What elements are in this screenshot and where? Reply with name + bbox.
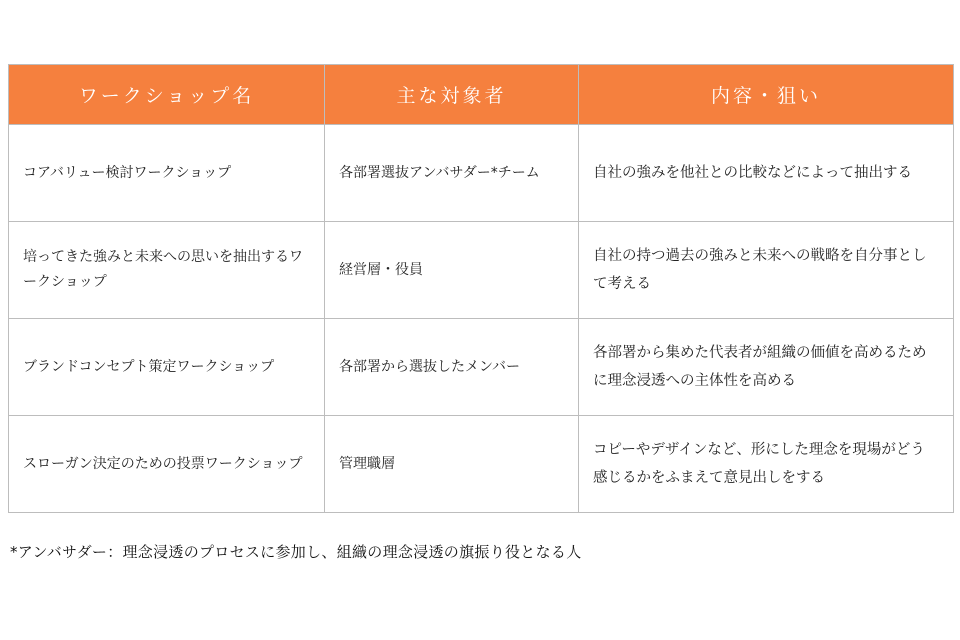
cell-target-audience: 管理職層	[325, 416, 579, 513]
table-header-row	[9, 65, 954, 125]
table-row	[9, 125, 954, 222]
workshop-table	[8, 64, 954, 513]
table-row	[9, 319, 954, 416]
header-target-audience: 主な対象者	[325, 65, 579, 125]
cell-workshop-name: スローガン決定のための投票ワークショップ	[9, 416, 325, 513]
ambassador-footnote: *アンバサダー：理念浸透のプロセスに参加し、組織の理念浸透の旗振り役となる人	[10, 543, 582, 561]
cell-content-aim: 各部署から集めた代表者が組織の価値を高めるために理念浸透への主体性を高める	[579, 319, 954, 416]
table-row	[9, 416, 954, 513]
workshop-table-container	[8, 64, 953, 513]
table-row	[9, 222, 954, 319]
cell-content-aim: コピーやデザインなど、形にした理念を現場がどう感じるかをふまえて意見出しをする	[579, 416, 954, 513]
header-content-aim: 内容・狙い	[579, 65, 954, 125]
cell-target-audience: 各部署選抜アンバサダー*チーム	[325, 125, 579, 222]
cell-content-aim: 自社の持つ過去の強みと未来への戦略を自分事として考える	[579, 222, 954, 319]
cell-workshop-name: 培ってきた強みと未来への思いを抽出するワークショップ	[9, 222, 325, 319]
cell-workshop-name: コアバリュー検討ワークショップ	[9, 125, 325, 222]
header-workshop-name: ワークショップ名	[9, 65, 325, 125]
cell-workshop-name: ブランドコンセプト策定ワークショップ	[9, 319, 325, 416]
cell-target-audience: 各部署から選抜したメンバー	[325, 319, 579, 416]
cell-content-aim: 自社の強みを他社との比較などによって抽出する	[579, 125, 954, 222]
cell-target-audience: 経営層・役員	[325, 222, 579, 319]
